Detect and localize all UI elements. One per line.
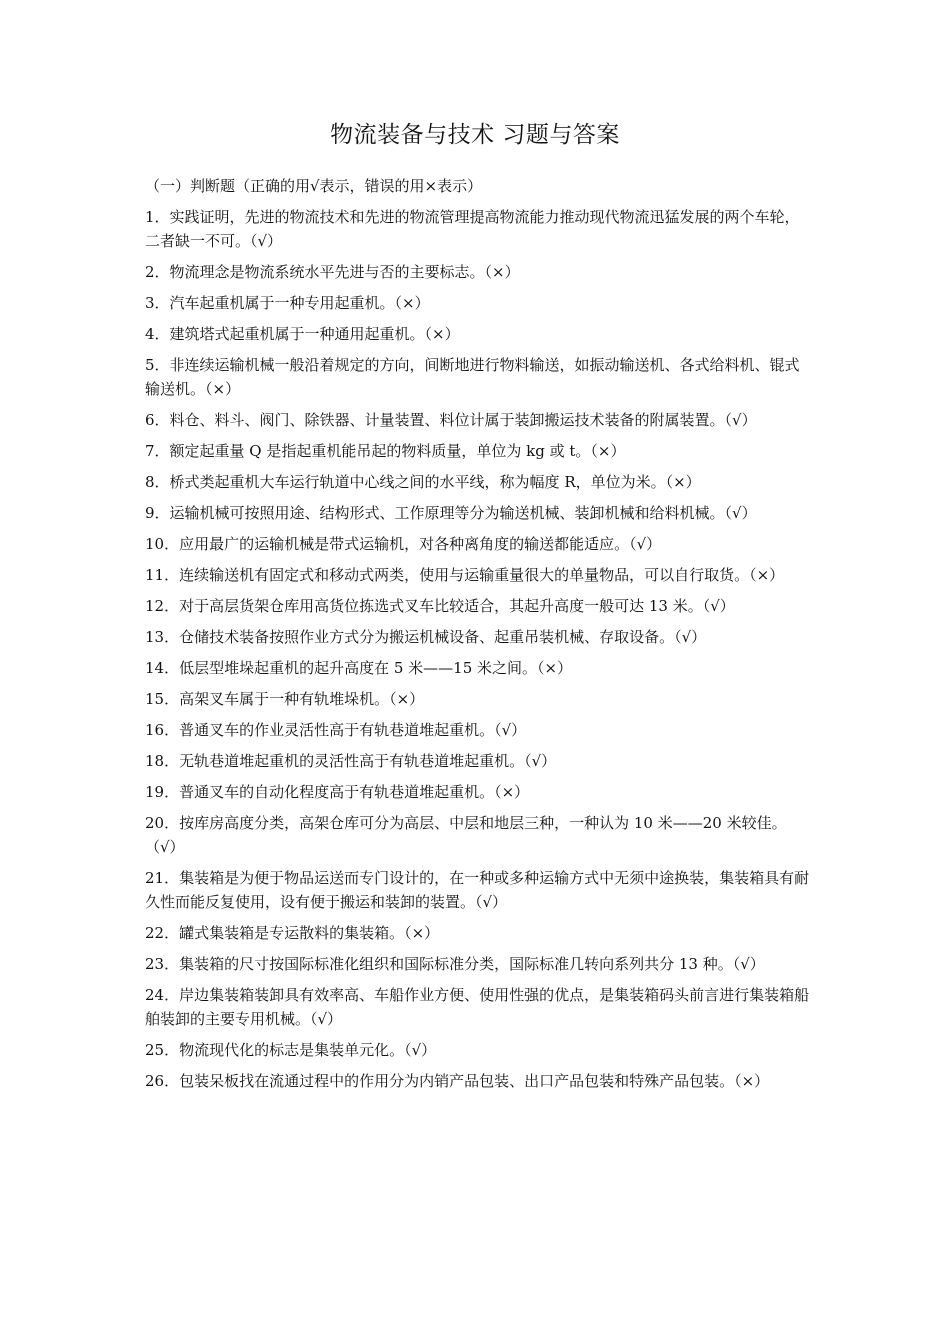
question-item: 15．高架叉车属于一种有轨堆垛机。（×） (145, 690, 425, 708)
question-item: 23．集装箱的尺寸按国际标准化组织和国际标准分类，国际标准几转向系列共分 13 种。（√） (145, 955, 765, 973)
question-item: 9．运输机械可按照用途、结构形式、工作原理等分为输送机械、装卸机械和给料机械。（√） (145, 504, 757, 522)
question-item: 10．应用最广的运输机械是带式运输机，对各种离角度的输送都能适应。（√） (145, 535, 662, 553)
question-item: 13．仓储技术装备按照作业方式分为搬运机械设备、起重吊装机械、存取设备。（√） (145, 628, 707, 646)
question-item: 18．无轨巷道堆起重机的灵活性高于有轨巷道堆起重机。（√） (145, 752, 557, 770)
question-item: 3．汽车起重机属于一种专用起重机。（×） (145, 294, 430, 312)
question-item: 11．连续输送机有固定式和移动式两类，使用与运输重量很大的单量物品，可以自行取货。（×） (145, 566, 785, 584)
question-item: 8．桥式类起重机大车运行轨道中心线之间的水平线，称为幅度 R，单位为米。（×） (145, 473, 701, 491)
question-item: 7．额定起重量 Q 是指起重机能吊起的物料质量，单位为 kg 或 t。（×） (145, 442, 626, 460)
question-item: 24．岸边集装箱装卸具有效率高、车船作业方便、使用性强的优点，是集装箱码头前言进行集装箱船舶装卸的主要专用机械。（√） (145, 986, 810, 1028)
question-item: 19．普通叉车的自动化程度高于有轨巷道堆起重机。（×） (145, 783, 530, 801)
question-item: 26．包装呆板找在流通过程中的作用分为内销产品包装、出口产品包装和特殊产品包装。（×） (145, 1072, 770, 1090)
section-heading: （一）判断题（正确的用√表示，错误的用×表示） (145, 177, 483, 195)
question-item: 22．罐式集装箱是专运散料的集装箱。（×） (145, 924, 440, 942)
question-item: 6．料仓、料斗、阀门、除铁器、计量装置、料位计属于装卸搬运技术装备的附属装置。（√） (145, 411, 757, 429)
question-item: 14．低层型堆垛起重机的起升高度在 5 米——15 米之间。（×） (145, 659, 573, 677)
document-body (145, 174, 810, 1100)
question-item: 4．建筑塔式起重机属于一种通用起重机。（×） (145, 325, 460, 343)
question-item: 20．按库房高度分类，高架仓库可分为高层、中层和地层三种，一种认为 10 米——20 米较佳。（√） (145, 814, 787, 856)
document-title: 物流装备与技术 习题与答案 (330, 122, 620, 148)
question-item: 1．实践证明，先进的物流技术和先进的物流管理提高物流能力推动现代物流迅猛发展的两个车轮，二者缺一不可。（√） (145, 208, 800, 250)
question-item: 2．物流理念是物流系统水平先进与否的主要标志。（×） (145, 263, 520, 281)
question-item: 16．普通叉车的作业灵活性高于有轨巷道堆起重机。（√） (145, 721, 527, 739)
question-item: 5．非连续运输机械一般沿着规定的方向，间断地进行物料输送，如振动输送机、各式给料机、锟式输送机。（×） (145, 356, 800, 398)
question-item: 12．对于高层货架仓库用高货位拣选式叉车比较适合，其起升高度一般可达 13 米。（√） (145, 597, 735, 615)
question-item: 21．集装箱是为便于物品运送而专门设计的，在一种或多种运输方式中无须中途换装，集装箱具有耐久性而能反复使用，设有便于搬运和装卸的装置。（√） (145, 869, 810, 911)
question-item: 25．物流现代化的标志是集装单元化。（√） (145, 1041, 437, 1059)
